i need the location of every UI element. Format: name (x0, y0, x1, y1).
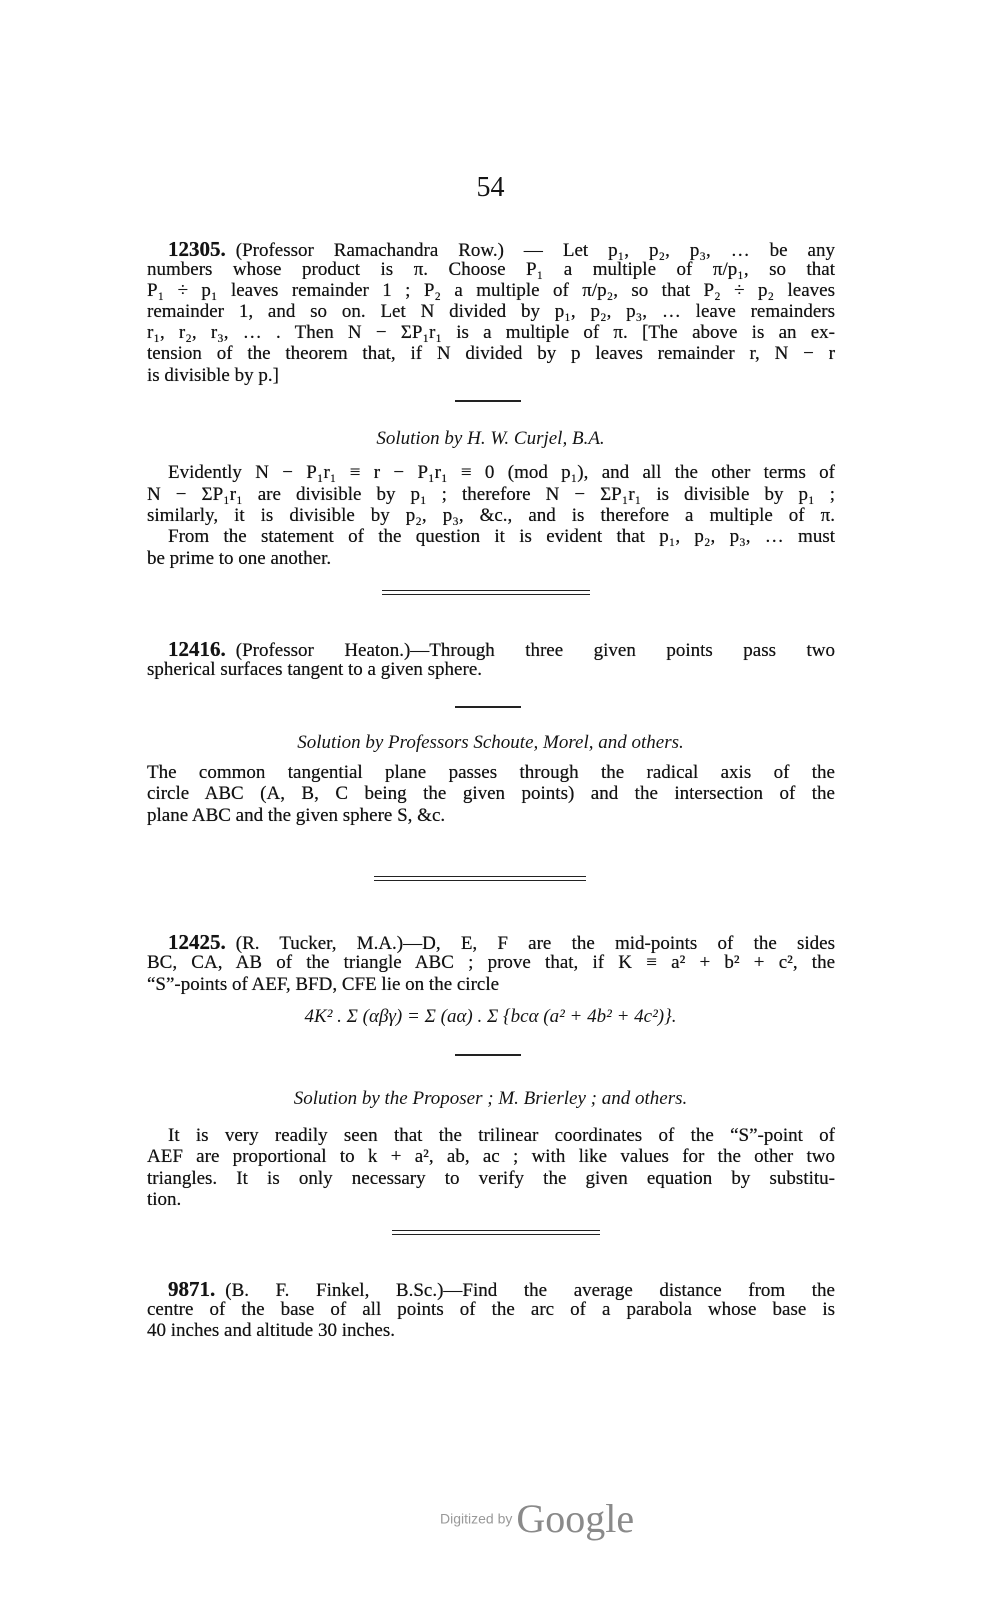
page-number: 54 (476, 172, 505, 203)
problem-number: 12416. (168, 637, 226, 661)
problem-12305-line: numbers whose product is π. Choose P₁ a multiple of π/p₁, so that (147, 259, 835, 280)
formula: 4K² . Σ (αβγ) = Σ (aα) . Σ {bcα (a² + 4b² + 4c²)}. (304, 1006, 677, 1027)
problem-number: 12425. (168, 930, 226, 954)
problem-12416-line: spherical surfaces tangent to a given sphere. (147, 659, 483, 680)
solution-line: tion. (147, 1189, 182, 1210)
problem-12416-line (168, 638, 835, 660)
problem-12305-line: is divisible by p.] (147, 365, 279, 386)
problem-12305-line (168, 238, 835, 260)
problem-9871-line: centre of the base of all points of the arc of a parabola whose base is (147, 1299, 835, 1320)
solution-line: AEF are proportional to k + a², ab, ac ; with like values for the other two (147, 1146, 835, 1167)
text: (R. Tucker, M.A.)—D, E, F are the mid-points of the sides (235, 933, 835, 954)
solution-line: N − ΣP₁r₁ are divisible by p₁ ; therefore N − ΣP₁r₁ is divisible by p₁ ; (147, 484, 835, 505)
digitized-by-label: Digitized by (440, 1510, 513, 1527)
double-divider (392, 1230, 600, 1235)
problem-12425-line (168, 931, 835, 953)
solution-line: be prime to one another. (147, 548, 332, 569)
problem-12305-line: tension of the theorem that, if N divided by p leaves remainder r, N − r (147, 343, 835, 364)
text: (Professor Heaton.)—Through three given points pass two (235, 640, 835, 661)
solution-line: It is very readily seen that the trilinear coordinates of the “S”-point of (168, 1125, 835, 1146)
double-divider (382, 590, 590, 595)
text: (Professor Ramachandra Row.) — Let p₁, p₂, p₃, … be any (235, 240, 835, 261)
divider (455, 400, 521, 402)
problem-12305-line: r₁, r₂, r₃, … . Then N − ΣP₁r₁ is a multiple of π. [The above is an ex- (147, 322, 835, 343)
text: (B. F. Finkel, B.Sc.)—Find the average distance from the (225, 1280, 835, 1301)
solution-heading: Solution by the Proposer ; M. Brierley ; and others. (293, 1088, 688, 1109)
problem-9871-line (168, 1278, 835, 1300)
solution-line: triangles. It is only necessary to verify the given equation by substitu- (147, 1168, 835, 1189)
divider (455, 706, 521, 708)
solution-line: circle ABC (A, B, C being the given points) and the intersection of the (147, 783, 835, 804)
solution-line: From the statement of the question it is evident that p₁, p₂, p₃, … must (168, 526, 835, 547)
solution-heading: Solution by Professors Schoute, Morel, and others. (297, 732, 684, 753)
problem-12305-line: P₁ ÷ p₁ leaves remainder 1 ; P₂ a multiple of π/p₂, so that P₂ ÷ p₂ leaves (147, 280, 835, 301)
digitized-by-google-watermark (440, 1495, 634, 1542)
problem-number: 9871. (168, 1277, 216, 1301)
double-divider (374, 876, 586, 881)
problem-number: 12305. (168, 237, 226, 261)
problem-12305-line: remainder 1, and so on. Let N divided by p₁, p₂, p₃, … leave remainders (147, 301, 835, 322)
problem-12425-line: BC, CA, AB of the triangle ABC ; prove that, if K ≡ a² + b² + c², the (147, 952, 835, 973)
google-logo: Google (516, 1496, 635, 1541)
divider (455, 1054, 521, 1056)
solution-line: The common tangential plane passes through the radical axis of the (147, 762, 835, 783)
problem-12425-line: “S”-points of AEF, BFD, CFE lie on the circle (147, 974, 500, 995)
solution-line: Evidently N − P₁r₁ ≡ r − P₁r₁ ≡ 0 (mod p₁), and all the other terms of (168, 462, 835, 483)
problem-9871-line: 40 inches and altitude 30 inches. (147, 1320, 395, 1341)
solution-heading: Solution by H. W. Curjel, B.A. (376, 428, 605, 449)
solution-line: plane ABC and the given sphere S, &c. (147, 805, 446, 826)
solution-line: similarly, it is divisible by p₂, p₃, &c., and is therefore a multiple of π. (147, 505, 835, 526)
